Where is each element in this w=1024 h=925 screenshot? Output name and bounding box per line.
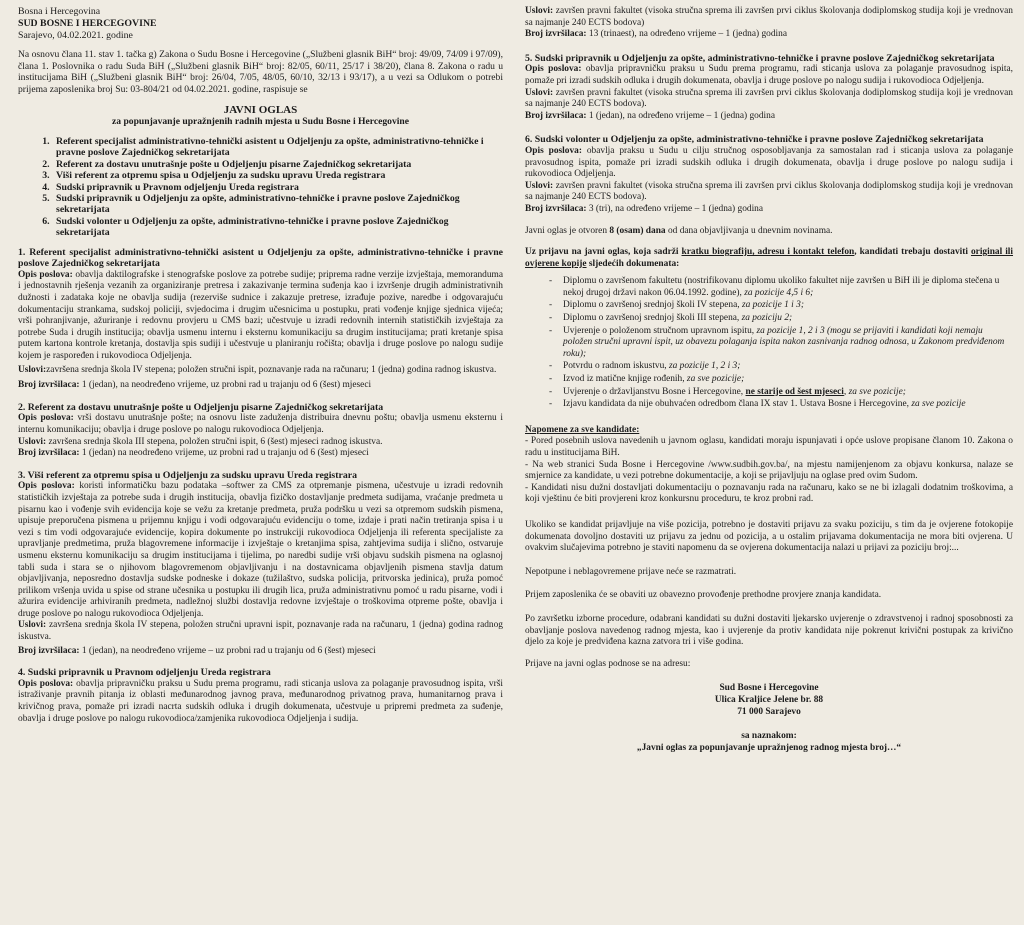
- doc-text: Uvjerenje o državljanstvu Bosne i Hercegovine,: [563, 386, 746, 397]
- positions-list: [18, 136, 503, 239]
- duties-text: obavlja praksu u Sudu u cilju stručnog osposobljavanja za samostalan rad i sticanja uslova za polaganje pravosudnog ispita, pomaže pri izradi sudskih odluka i drugih dokumenata, obavlja i druge poslove po nalogu sudija i rukovodioca Odjeljenja.: [525, 145, 1013, 180]
- count-label: Broj izvršilaca:: [525, 110, 587, 121]
- multi-application-paragraph: Ukoliko se kandidat prijavljuje na više pozicija, potrebno je dostaviti prijavu za svaku poziciju, s tim da je ovjerene fotokopije dokumenata dovoljno dostaviti uz prijavu za jednu od pozicija, a u ostalim prijavama dokumentacija ne mora biti ovjerena. U ovakvim slučajevima potrebno je staviti napomenu da se ovjerena dokumentacija nalazi u prijavi za poziciju broj:...: [525, 519, 1013, 554]
- section-4: [18, 667, 503, 725]
- doc-text: Izvod iz matične knjige rođenih,: [563, 374, 687, 385]
- place-date: Sarajevo, 04.02.2021. godine: [18, 29, 133, 41]
- count-text: 1 (jedan), na određeno vrijeme – 1 (jedna) godina: [586, 110, 776, 121]
- document-item: [563, 276, 1013, 299]
- req-d: original ili ovjerene kopije: [525, 247, 1014, 269]
- doc-bold: ne starije od šest mjeseci: [745, 386, 844, 397]
- doc-ref: , za sve pozicije;: [843, 386, 906, 397]
- duties-label: Opis poslova:: [525, 145, 582, 156]
- doc-ref: za sve pozicije: [911, 399, 966, 410]
- deadline-pre: Javni oglas je otvoren: [525, 225, 610, 236]
- document-item: [563, 300, 1013, 312]
- conditions-text: završen pravni fakultet (visoka stručna sprema ili završen prvi ciklus školovanja dodiplomskog studija koji je vrednovan sa najmanje 240 ECTS bodova).: [525, 87, 1013, 110]
- requirements-intro: [525, 247, 1013, 270]
- count-text: 1 (jedan), na neodređeno vrijeme, uz probni rad u trajanju od 6 (šest) mjeseci: [79, 380, 372, 391]
- conditions-text: završen pravni fakultet (visoka stručna sprema ili završen prvi ciklus školovanja dodiplomskog studija koji je vrednovan sa najmanje 240 ECTS bodova).: [525, 180, 1013, 203]
- position-item: 4. Sudski pripravnik u Pravnom odjeljenju Ureda registrara: [52, 182, 503, 193]
- address-line: Ulica Kraljice Jelene br. 88: [714, 695, 824, 706]
- mark-text: „Javni oglas za popunjavanje upražnjenog radnog mjesta broj…“: [636, 743, 902, 754]
- req-b: kratku biografiju, adresu i kontakt telefon: [681, 247, 855, 258]
- duties-text: obavlja pripravničku praksu u Sudu prema programu, radi sticanja uslova za polaganje pravosudnog ispita, vrši istraživanje pravnih pitanja iz oblasti međunarodnog javnog prava, međunarodnog privatnog prava, humanitarnog prava i krivičnog prava, pomaže pri izradi nacrta sudskih odluka i drugih dokumenata, učestvuje u pripremi predmeta za suđenje, obavlja i druge poslove po nalogu rukovodioca/zamjenika rukovodioca Odjeljenja i sudija.: [18, 678, 503, 724]
- incomplete-applications-paragraph: Nepotpune i neblagovremene prijave neće se razmatrati.: [525, 566, 737, 577]
- count-text: 1 (jedan), na neodređeno vrijeme – uz probni rad u trajanju od 6 (šest) mjeseci: [79, 645, 376, 656]
- count-label: Broj izvršilaca:: [18, 645, 80, 656]
- count-label: Broj izvršilaca:: [18, 448, 80, 459]
- section-5: [525, 53, 1013, 123]
- doc-text: Diplomu o završenom fakultetu (nostrifikovanu diplomu ukoliko fakultet nije završen u BiH ili je diploma stečena u nekoj drugoj državi nakon 06.04.1992. godine),: [563, 276, 1000, 298]
- position-item: 2. Referent za dostavu unutrašnje pošte u Odjeljenju pisarne Zajedničkog sekretarijata: [52, 159, 503, 170]
- right-column: [525, 6, 1013, 754]
- section-6: [525, 134, 1013, 215]
- duties-label: Opis poslova:: [18, 481, 75, 492]
- conditions-text: završena srednja škola IV stepena, položen stručni upravni ispit, poznavanje rada na računaru, 1 (jedna) godina radnog iskustva.: [18, 620, 503, 643]
- position-item: 5. Sudski pripravnik u Odjeljenju za opšte, administrativno-tehničke i pravne poslove Zajedničkog sekretarijata: [52, 193, 503, 216]
- count-text: 13 (trinaest), na određeno vrijeme – 1 (jedna) godina: [586, 29, 787, 40]
- position-item: 1. Referent specijalist administrativno-tehnički asistent u Odjeljenju za opšte, administrativno-tehničke i pravne poslove Zajedničkog sekretarijata: [52, 136, 503, 159]
- count-label: Broj izvršilaca:: [525, 203, 587, 214]
- document-item: [563, 399, 1013, 411]
- section-title: 3. Viši referent za otpremu spisa u Odjeljenju za sudsku upravu Ureda registrara: [18, 469, 357, 481]
- section-2: [18, 402, 503, 460]
- count-text: 1 (jedan) na neodređeno vrijeme, uz probni rad u trajanju od 6 (šest) mjeseci: [79, 448, 369, 459]
- duties-label: Opis poslova:: [18, 269, 73, 280]
- duties-text: koristi informatičku bazu podataka –softwer za CMS za otpremanje pismena, učestvuje u izradi redovnih statističkih izvještaja za potrebe suda i drugih institucija, obavlja fizičko dostavljanje predmeta sudijama, vraćanje predmeta u pisarnu kao i vođenje svih evidencija koje se vežu za kretanje predmeta, pruža podršku u vezi sa otpremom sudskih pismena, upisuje preporučena pismena u prijemnu knjigu i vodi odgovarajuću evidenciju o tome, izdaje i prati način tretiranja spisa i u vezi s tim vodi odgovarajuće evidencije, kopira dokumente po instrukciji rukovodioca Odjeljenja ili referenta specijaliste za upravljanje predmetima, pruža blagovremene informacije i izvještaje o kretanjima spisa, zahtjevima sudija i slično, ostvaruje usmenu eksternu komunikaciju sa drugim institucijama i tijelima, po naredbi sudije vrši objavu sudskih pismena na oglasnoj tabli suda i stara se o njihovom blagovremenom objavljivanju i na dostavnicama objavljenih pismena stavlja datum objavljivanja, neposredno dostavlja sudske podneske i dokaze (tužilaštvo, sudska policija, pritvorska jedinica), pruža pomoć prilikom vršenja uvida u spise od strane učesnika u postupku ili drugih lica, pruža administrativnu pomoć u radu pisarne, vodi i ažurira evidencije arhiviranih predmeta, nadležnoj službi dostavlja redovne izvještaje o troškovima otpreme pošte, obavlja i druge poslove po nalogu rukovodioca Odjeljenja.: [18, 481, 503, 619]
- note-item: - Pored posebnih uslova navedenih u javnom oglasu, kandidati moraju ispunjavati i opće uslove propisane članom 10. Zakona o radu u institucijama BiH.: [525, 436, 1013, 458]
- address-line: 71 000 Sarajevo: [737, 707, 801, 718]
- doc-ref: za pozicije 1, 2 i 3;: [669, 361, 741, 372]
- note-item: - Na web stranici Suda Bosne i Hercegovine /www.sudbih.gov.ba/, na mjestu namijenjenom za objavu konkursa, nalaze se smjernice za kandidate, u vezi potrebne dokumentacije, a koji se prijavljuju na oglase pred ovim Sudom.: [525, 459, 1013, 482]
- documents-list: [525, 276, 1013, 411]
- count-label: Broj izvršilaca:: [18, 380, 80, 391]
- duties-label: Opis poslova:: [525, 64, 582, 75]
- req-a: Uz prijavu na javni oglas, koja sadrži: [525, 247, 682, 258]
- address-intro: Prijave na javni oglas podnose se na adresu:: [525, 658, 691, 669]
- notice-subtitle: za popunjavanje upražnjenih radnih mjesta u Sudu Bosne i Hercegovine: [112, 116, 409, 128]
- document-item: [563, 326, 1013, 361]
- doc-text: Diplomu o završenoj srednjoj školi III stepena,: [563, 313, 742, 324]
- doc-ref: za sve pozicije;: [686, 374, 745, 385]
- section-title: 6. Sudski volonter u Odjeljenju za opšte, administrativno-tehničke i pravne poslove Zajedničkog sekretarijata: [525, 134, 984, 146]
- doc-text: Potvrdu o radnom iskustvu,: [563, 361, 669, 372]
- left-column: [18, 6, 503, 725]
- document-item: [563, 374, 1013, 386]
- mark-label: sa naznakom:: [741, 731, 797, 742]
- section-title: 1. Referent specijalist administrativno-tehnički asistent u Odjeljenju za opšte, administrativno-tehničke i pravne poslove Zajedničkog sekretarijata: [18, 246, 503, 270]
- note-item: - Kandidati nisu dužni dostavljati dokumentaciju o poznavanju rada na računaru, kako se ne bi izlagali dodatnim troškovima, a koji vještinu će biti provjereni kroz konkursnu proceduru, te kroz probni rad.: [525, 482, 1013, 505]
- document-item: [563, 387, 1013, 399]
- duties-text: vrši dostavu unutrašnje pošte; na osnovu liste zaduženja distribuira dnevnu poštu; obavlja usmenu eksternu i internu komunikaciju; obavlja i druge poslove po nalogu rukovodioca Odjeljenja.: [18, 413, 503, 435]
- deadline-post: od dana objavljivanja u dnevnim novinama.: [665, 225, 833, 236]
- document-item: [563, 361, 1013, 373]
- section-3: [18, 470, 503, 658]
- section-title: 4. Sudski pripravnik u Pravnom odjeljenju Ureda registrara: [18, 667, 271, 679]
- position-item: 3. Viši referent za otpremu spisa u Odjeljenju za sudsku upravu Ureda registrara: [52, 170, 503, 181]
- section-title: 2. Referent za dostavu unutrašnje pošte u Odjeljenju pisarne Zajedničkog sekretarijata: [18, 401, 384, 413]
- deadline-paragraph: [525, 226, 1013, 238]
- conditions-label: Uslovi:: [18, 364, 47, 375]
- legal-basis-paragraph: Na osnovu člana 11. stav 1. tačka g) Zakona o Sudu Bosne i Hercegovine („Službeni glasnik BiH“ broj: 49/09, 74/09 i 97/09), člana 1. Poslovnika o radu Suda BiH („Službeni glasnik BiH“ broj: 82/05, 60/11, 25/17 i 38/20), člana 8. Zakona o radu u institucijama BiH („Službeni glasnik BiH“ broj: 26/04, 7/05, 48/05, 60/10, 32/13 i 93/17), a u vezi sa Odlukom o potrebi prijema zaposlenika broj Su: 03-804/21 od 04.02.2021. godine, raspisuje se: [18, 49, 503, 95]
- employment-paragraph: Prijem zaposlenika će se obaviti uz obavezno provođenje prethodne provjere znanja kandidata.: [525, 590, 882, 601]
- section-1: [18, 247, 503, 392]
- position-item: 6. Sudski volonter u Odjeljenju za opšte, administrativno-tehničke i pravne poslove Zajedničkog sekretarijata: [52, 216, 503, 239]
- conditions-label: Uslovi:: [525, 6, 554, 16]
- doc-text: Uvjerenje o položenom stručnom upravnom ispitu,: [563, 325, 757, 336]
- duties-label: Opis poslova:: [18, 678, 74, 689]
- conditions-label: Uslovi:: [18, 436, 47, 447]
- medical-certificate-paragraph: Po završetku izborne procedure, odabrani kandidati su dužni dostaviti ljekarsko uvjerenje o zdravstvenoj i radnoj sposobnosti za obavljanje poslova navedenog radnog mjesta, kao i uvjerenje da protiv kandidata nije pokrenut krivični postupak za krivično djelo za koje je predviđena kazna zatvora tri i više godina.: [525, 613, 1013, 648]
- conditions-text: završena srednja škola IV stepena; položen stručni ispit, poznavanje rada na računaru; 1 (jedna) godina radnog iskustva.: [46, 364, 497, 375]
- notice-title: JAVNI OGLAS: [223, 104, 298, 117]
- doc-ref: za pozicije 1, 2 i 3 (mogu se prijaviti i kandidati koji nemaju položen stručni upravni ispit, uz obavezu polaganja ispita nakon zasnivanja radnog odnosa, u Zakonom predviđenom roku);: [563, 325, 1005, 359]
- duties-text: obavlja pripravničku praksu u Sudu prema programu, radi sticanja uslova za polaganje pravosudnog ispita, pomaže pri izradi sudskih odluka i drugih dokumenata, obavlja i druge poslove po nalogu sudija i rukovodioca Odjeljenja.: [525, 64, 1013, 86]
- doc-text: Diplomu o završenoj srednjoj školi IV stepena,: [563, 300, 742, 311]
- deadline-days: 8 (osam) dana: [609, 225, 666, 236]
- org-name: SUD BOSNE I HERCEGOVINE: [18, 17, 157, 29]
- count-text: 3 (tri), na određeno vrijeme – 1 (jedna) godina: [586, 203, 764, 214]
- duties-label: Opis poslova:: [18, 413, 74, 424]
- doc-text: Izjavu kandidata da nije obuhvaćen odredbom člana IX stav 1. Ustava Bosne i Hercegovine,: [563, 399, 912, 410]
- conditions-label: Uslovi:: [525, 180, 554, 191]
- conditions-label: Uslovi:: [18, 620, 47, 631]
- postal-address: [525, 682, 1013, 718]
- envelope-mark: [525, 730, 1013, 754]
- duties-text: obavlja daktilografske i stenografske poslove za potrebe sudije; priprema radne verzije izvještaja, memoranduma i jednostavnih rješenja vezanih za organiziranje pretresa i zakazivanje termina suđenja kao i izvršenje drugih administrativnih dužnosti i zadataka koje ne obavlja sudija (rezerviše sudnice i zakazuje pretrese, izrađuje pozive, naredbe i odgovarajuću dokumentaciju strankama, sudskoj policiji, svjedocima i drugim učesnicima u postupku, prati vođenje knjige sjednica vijeća; vrši pohranjivanje, ažuriranje i redovnu provjeru u CMS bazi; učestvuje u izradi redovnih internih statističkih izvještaja za potrebe Suda i drugih institucija; obavlja usmenu internu i eksternu komunikaciju sa drugim institucijama; prati kretanje spisa putem kartona kontrole kretanja, dostavlja spis sudiji i učestvuje u planiranju ročišta; obavlja i druge poslove po nalogu sudije kojem je raspoređen i rukovodioca Odjeljenja.: [18, 269, 503, 362]
- document-item: [563, 313, 1013, 325]
- req-c: , kandidati trebaju dostaviti: [854, 247, 971, 258]
- doc-ref: za pozicije 1 i 3;: [741, 300, 804, 311]
- org-country: Bosna i Hercegovina: [18, 6, 101, 17]
- conditions-text: završena srednja škola III stepena, položen stručni ispit, 6 (šest) mjeseci radnog iskustva.: [46, 436, 383, 447]
- section-title: 5. Sudski pripravnik u Odjeljenju za opšte, administrativno-tehničke i pravne poslove Zajedničkog sekretarijata: [525, 52, 995, 64]
- doc-ref: za poziciju 2;: [741, 313, 793, 324]
- conditions-label: Uslovi:: [525, 87, 554, 98]
- conditions-text: završen pravni fakultet (visoka stručna sprema ili završen prvi ciklus školovanja dodiplomskog studija koji je vrednovan sa najmanje 240 ECTS bodova): [525, 6, 1013, 28]
- notes-title: Napomene za sve kandidate:: [525, 424, 640, 435]
- address-line: Sud Bosne i Hercegovine: [719, 683, 819, 694]
- notes-block: [525, 436, 1013, 506]
- count-label: Broj izvršilaca:: [525, 29, 587, 40]
- doc-ref: za pozicije 4,5 i 6;: [744, 287, 814, 298]
- req-e: sljedećih dokumenata:: [586, 258, 680, 269]
